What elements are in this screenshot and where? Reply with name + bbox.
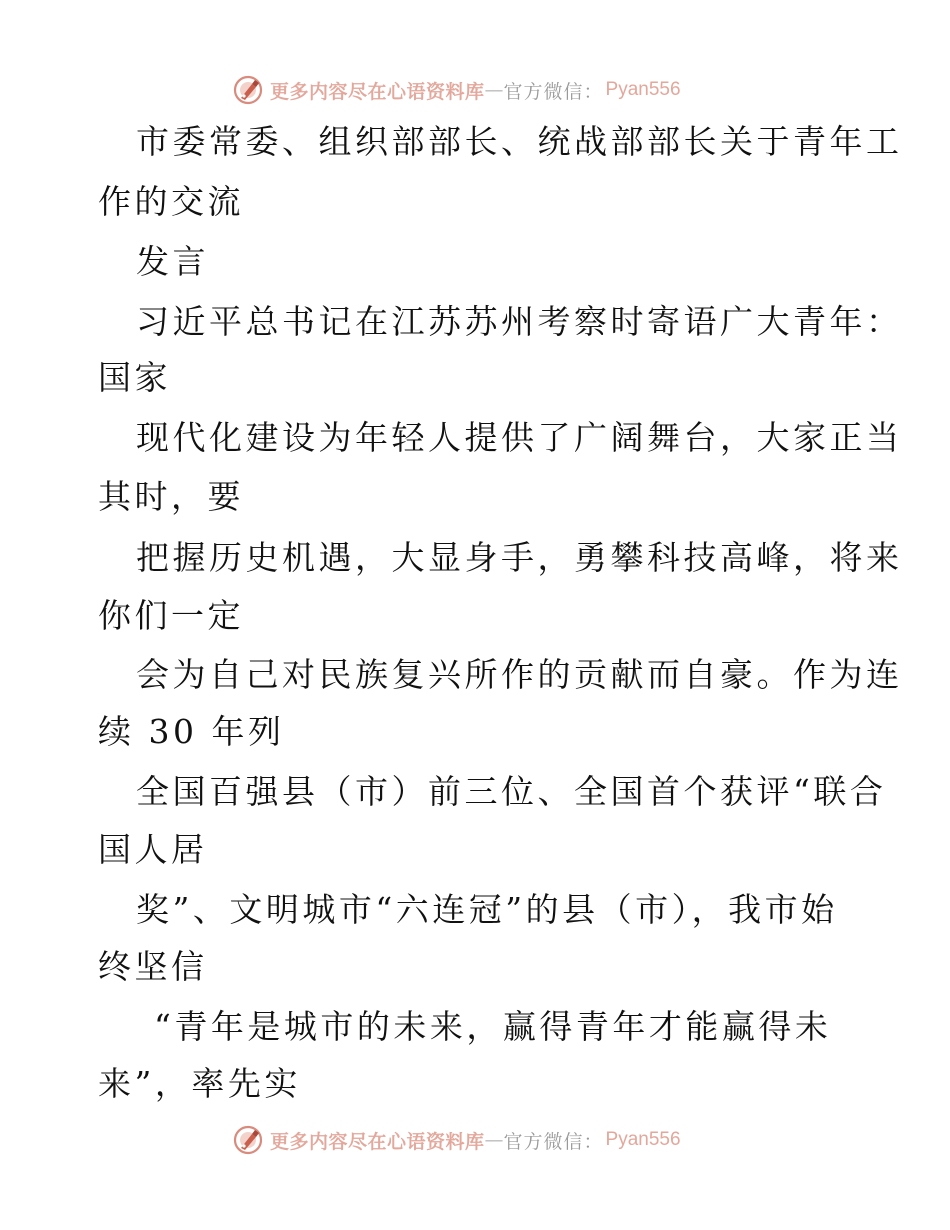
watermark-wechat-label: 官方微信：	[503, 1130, 604, 1153]
watermark-library-text: 更多内容尽在心语资料库	[270, 80, 485, 103]
text-line: 国人居	[98, 830, 208, 869]
pen-nib-logo-icon	[232, 1124, 264, 1156]
header-watermark	[232, 72, 681, 108]
watermark-wechat-id: Pyan556	[605, 1129, 681, 1150]
watermark-wechat-id: Pyan556	[605, 79, 681, 100]
text-line: 奖”、文明城市“六连冠”的县（市），我市始	[136, 890, 838, 929]
text-line: 市委常委、组织部部长、统战部部长关于青年工	[136, 122, 903, 161]
text-line: 来”，率先实	[98, 1064, 301, 1103]
text-line: 其时，要	[98, 477, 244, 516]
watermark-dash: —	[484, 1129, 504, 1151]
text-line: 作的交流	[98, 182, 244, 221]
text-line: 习近平总书记在江苏苏州考察时寄语广大青年：	[136, 302, 903, 341]
text-line: 国家	[98, 358, 171, 397]
text-line: 全国百强县（市）前三位、全国首个获评“联合	[136, 772, 887, 811]
pen-nib-logo-icon	[232, 74, 264, 106]
footer-watermark	[232, 1122, 681, 1158]
text-line: 会为自己对民族复兴所作的贡献而自豪。作为连	[136, 655, 903, 694]
watermark-library-text: 更多内容尽在心语资料库	[270, 1130, 485, 1153]
text-line: 发言	[136, 242, 209, 281]
watermark-dash: —	[484, 79, 504, 101]
text-line: 你们一定	[98, 596, 244, 635]
watermark-wechat-label: 官方微信：	[503, 80, 604, 103]
text-line: 把握历史机遇，大显身手，勇攀科技高峰，将来	[136, 538, 903, 577]
text-line: 续 30 年列	[98, 712, 285, 751]
text-line: 现代化建设为年轻人提供了广阔舞台，大家正当	[136, 418, 903, 457]
text-line: “青年是城市的未来，赢得青年才能赢得未	[154, 1007, 832, 1046]
text-line: 终坚信	[98, 947, 208, 986]
